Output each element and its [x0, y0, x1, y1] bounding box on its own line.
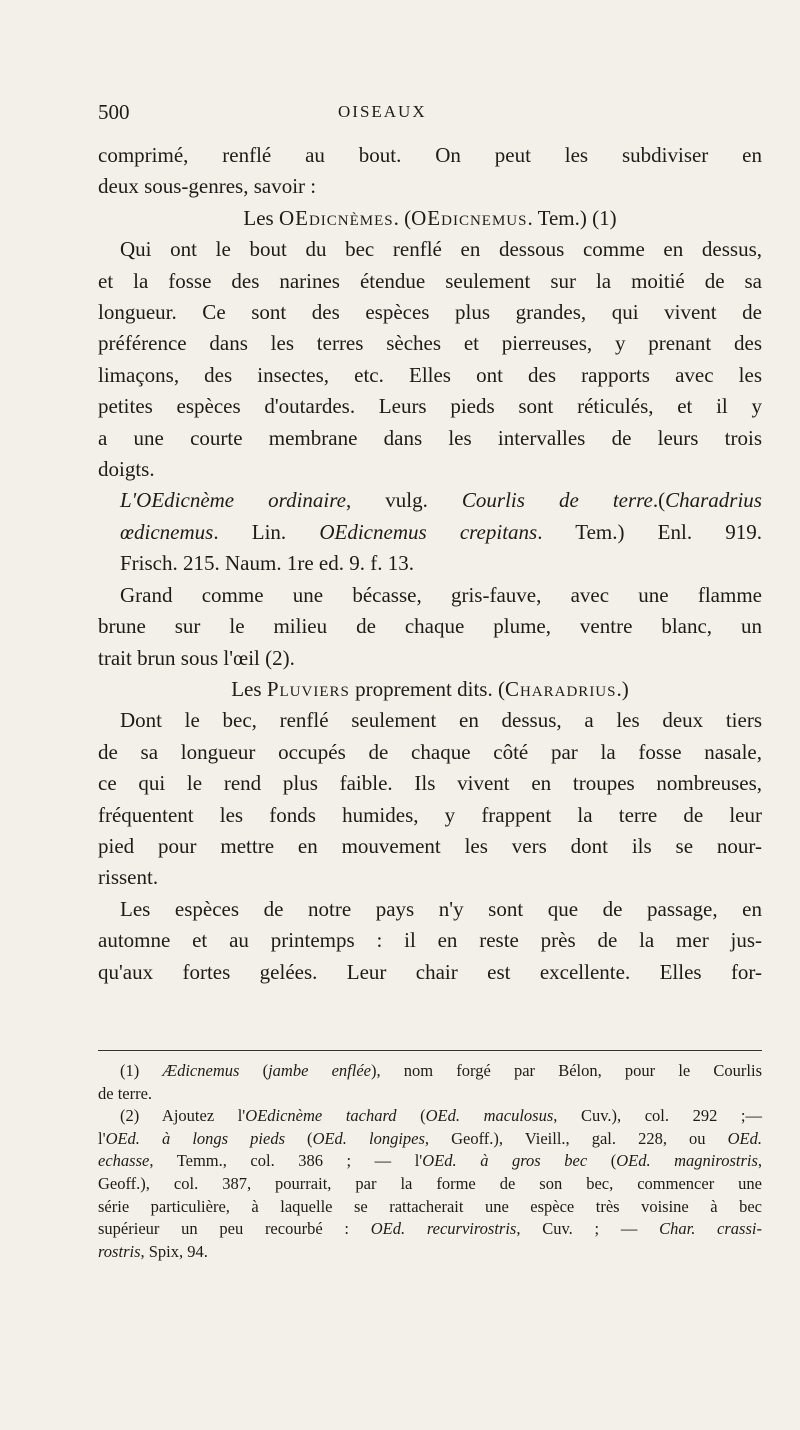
footnote-line: echasse, Temm., col. 386 ; — l'OEd. à gros bec (OEd. magnirostris,	[98, 1151, 762, 1171]
text-line: limaçons, des insectes, etc. Elles ont des rapports avec les	[98, 362, 762, 387]
text-line: rissent.	[98, 865, 159, 890]
footnote-line: (1) Ædicnemus (jambe enflée), nom forgé par Bélon, pour le Courlis	[120, 1061, 762, 1080]
text-line: Dont le bec, renflé seulement en dessus, a les deux tiers	[120, 708, 762, 733]
text-line: Les espèces de notre pays n'y sont que de passage, en	[120, 896, 762, 921]
footnote-line: rostris, Spix, 94.	[98, 1241, 208, 1261]
text-line: brune sur le milieu de chaque plume, ventre blanc, un	[98, 614, 762, 639]
text-line: de sa longueur occupés de chaque côté par la fosse nasale,	[98, 739, 762, 764]
text-line: fréquentent les fonds humides, y frappent la terre de leur	[98, 802, 762, 827]
main-text	[98, 140, 762, 988]
text-line: doigts.	[98, 457, 155, 482]
footnotes	[98, 1060, 762, 1263]
text-line: comprimé, renflé au bout. On peut les subdiviser en	[98, 143, 762, 167]
text-line: Qui ont le bout du bec renflé en dessous comme en dessus,	[120, 237, 762, 262]
species-entry: L'OEdicnème ordinaire, vulg. Courlis de terre.(Charadrius	[120, 488, 762, 513]
page-header	[98, 100, 708, 130]
text-line: pied pour mettre en mouvement les vers dont ils se nour-	[98, 833, 762, 858]
footnote-line: l'OEd. à longs pieds (OEd. longipes, Geoff.), Vieill., gal. 228, ou OEd.	[98, 1128, 762, 1148]
text-line: Grand comme une bécasse, gris-fauve, avec une flamme	[120, 582, 762, 607]
footnote-rule	[98, 1050, 762, 1051]
footnote-line: série particulière, à laquelle se rattacherait une espèce très voisine à bec	[98, 1196, 762, 1216]
section-heading-oedicnemes: Les OEdicnèmes. (OEdicnemus. Tem.) (1)	[243, 205, 617, 230]
text-line: deux sous-genres, savoir :	[98, 174, 317, 199]
text-line: petites espèces d'outardes. Leurs pieds sont réticulés, et il y	[98, 394, 762, 419]
text-line: ce qui le rend plus faible. Ils vivent en troupes nombreuses,	[98, 771, 762, 796]
footnote-line: de terre.	[98, 1083, 153, 1103]
section-heading-pluviers: Les Pluviers proprement dits. (Charadrius.)	[231, 676, 629, 701]
text-line: préférence dans les terres sèches et pierreuses, y prenant des	[98, 331, 762, 356]
species-entry: Frisch. 215. Naum. 1re ed. 9. f. 13.	[120, 551, 414, 576]
footnote-line: supérieur un peu recourbé : OEd. recurvirostris, Cuv. ; — Char. crassi-	[98, 1219, 762, 1239]
text-line: trait brun sous l'œil (2).	[98, 645, 295, 670]
footnote-line: Geoff.), col. 387, pourrait, par la forme de son bec, commencer une	[98, 1173, 762, 1193]
text-line: automne et au printemps : il en reste près de la mer jus-	[98, 928, 762, 953]
text-line: a une courte membrane dans les intervalles de leurs trois	[98, 425, 762, 450]
text-line: longueur. Ce sont des espèces plus grandes, qui vivent de	[98, 300, 762, 325]
text-line: et la fosse des narines étendue seulement sur la moitié de sa	[98, 268, 762, 293]
text-line: qu'aux fortes gelées. Leur chair est excellente. Elles for-	[98, 959, 762, 984]
species-entry: œdicnemus. Lin. OEdicnemus crepitans. Tem.) Enl. 919.	[120, 519, 763, 544]
running-head: OISEAUX	[338, 102, 427, 121]
footnote-line: (2) Ajoutez l'OEdicnème tachard (OEd. maculosus, Cuv.), col. 292 ;—	[120, 1106, 762, 1126]
page-number: 500	[98, 100, 130, 124]
